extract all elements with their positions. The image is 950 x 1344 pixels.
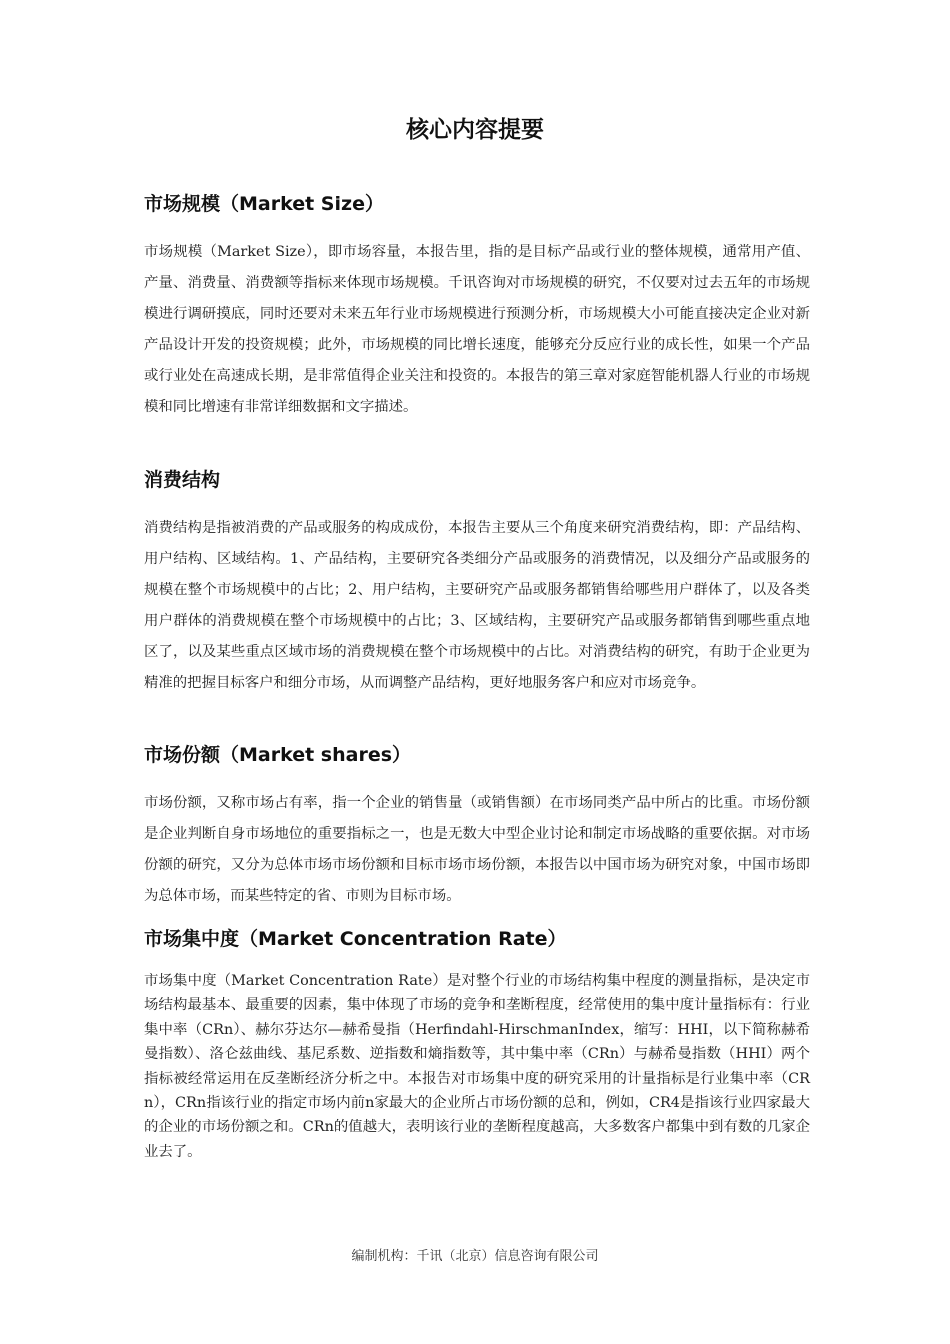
section-heading-market-shares: 市场份额（Market shares） [144, 744, 412, 766]
section-body-market-shares: 市场份额，又称市场占有率，指一个企业的销售量（或销售额）在市场同类产品中所占的比重。市场份额是企业判断自身市场地位的重要指标之一，也是无数大中型企业讨论和制定市场战略的重要依据。对市场份额的研究，又分为总体市场市场份额和目标市场市场份额，本报告以中国市场为研究对象，中国市场即为总体市场，而某些特定的省、市则为目标市场。 [144, 795, 810, 904]
section-body-market-concentration: 市场集中度（Market Concentration Rate）是对整个行业的市场结构集中程度的测量指标，是决定市场结构最基本、最重要的因素，集中体现了市场的竞争和垄断程度，经常使用的集中度计量指标有：行业集中率（CRn）、赫尔芬达尔—赫希曼指（Herfindahl-HirschmanIndex，缩写：HHI，以下简称赫希曼指数）、洛仑兹曲线、基尼系数、逆指数和熵指数等，其中集中率（CRn）与赫希曼指数（HHI）两个指标被经常运用在反垄断经济分析之中。本报告对市场集中度的研究采用的计量指标是行业集中率（CRn），CRn指该行业的指定市场内前n家最大的企业所占市场份额的总和，例如，CR4是指该行业四家最大的企业的市场份额之和。CRn的值越大，表明该行业的垄断程度越高，大多数客户都集中到有数的几家企业去了。 [144, 973, 810, 1160]
section-heading-consumption-structure: 消费结构 [144, 469, 221, 491]
page-title: 核心内容提要 [406, 117, 544, 143]
section-heading-market-concentration: 市场集中度（Market Concentration Rate） [144, 928, 567, 950]
section-heading-market-size: 市场规模（Market Size） [144, 193, 384, 215]
section-body-consumption-structure: 消费结构是指被消费的产品或服务的构成成份，本报告主要从三个角度来研究消费结构，即：产品结构、用户结构、区域结构。1、产品结构，主要研究各类细分产品或服务的消费情况，以及细分产品或服务的规模在整个市场规模中的占比；2、用户结构，主要研究产品或服务都销售给哪些用户群体了，以及各类用户群体的消费规模在整个市场规模中的占比；3、区域结构，主要研究产品或服务都销售到哪些重点地区了，以及某些重点区域市场的消费规模在整个市场规模中的占比。对消费结构的研究，有助于企业更为精准的把握目标客户和细分市场，从而调整产品结构，更好地服务客户和应对市场竞争。 [144, 520, 810, 691]
page-footer: 编制机构：千讯（北京）信息咨询有限公司 [351, 1249, 599, 1264]
section-body-market-size: 市场规模（Market Size），即市场容量，本报告里，指的是目标产品或行业的整体规模，通常用产值、产量、消费量、消费额等指标来体现市场规模。千讯咨询对市场规模的研究，不仅要对过去五年的市场规模进行调研摸底，同时还要对未来五年行业市场规模进行预测分析，市场规模大小可能直接决定企业对新产品设计开发的投资规模；此外，市场规模的同比增长速度，能够充分反应行业的成长性，如果一个产品或行业处在高速成长期，是非常值得企业关注和投资的。本报告的第三章对家庭智能机器人行业的市场规模和同比增速有非常详细数据和文字描述。 [144, 244, 810, 415]
